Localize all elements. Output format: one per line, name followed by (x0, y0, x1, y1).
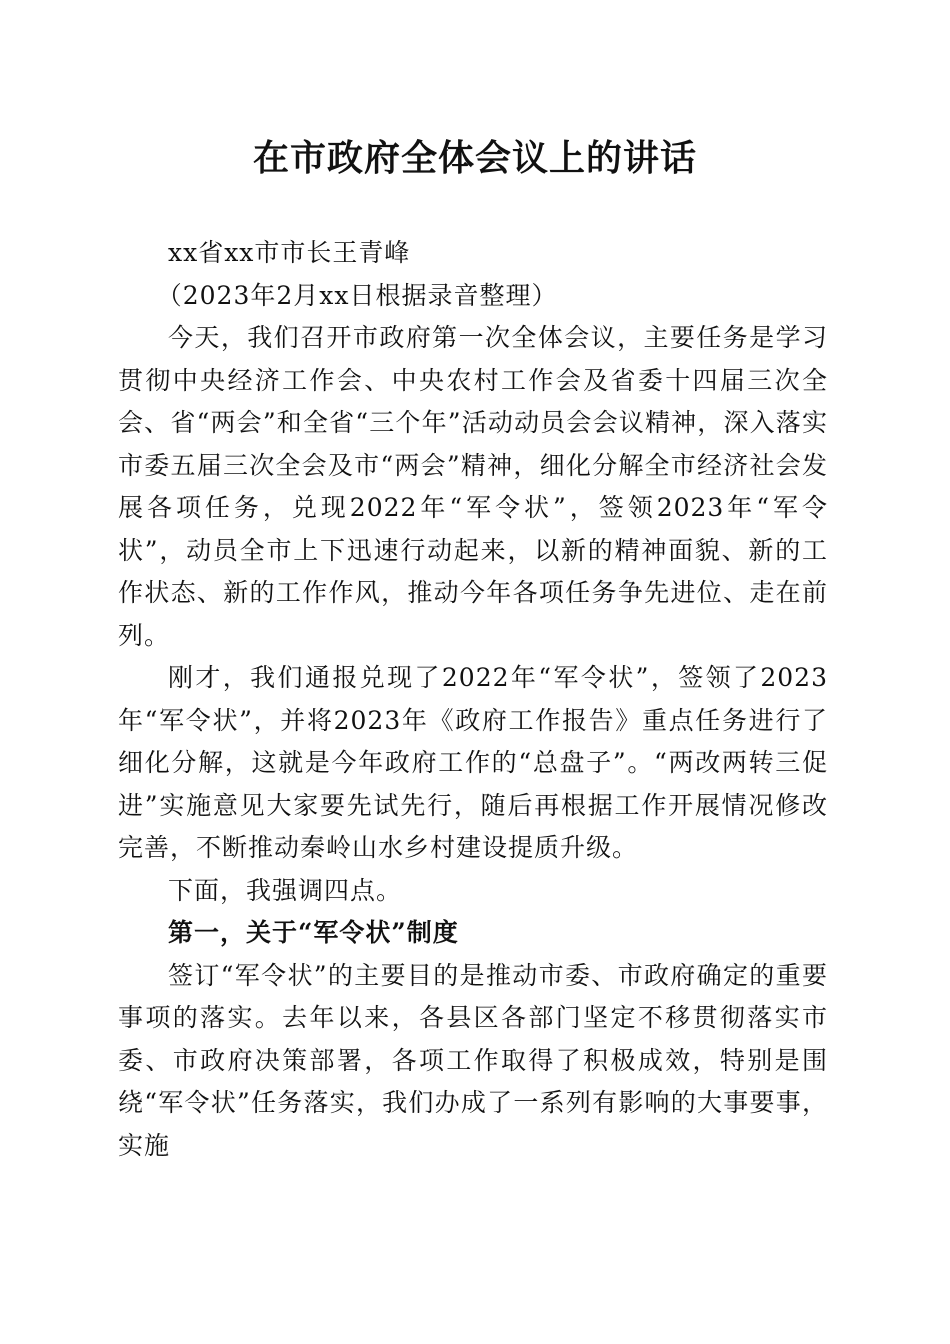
body-paragraph-opening: 今天，我们召开市政府第一次全体会议，主要任务是学习贯彻中央经济工作会、中央农村工作会及省委十四届三次全会、省“两会”和全省“三个年”活动动员会会议精神，深入落实市委五届三次全会及市“两会”精神，细化分解全市经济社会发展各项任务，兑现2022年“军令状”，签领2023年“军令状”，动员全市上下迅速行动起来，以新的精神面貌、新的工作状态、新的工作作风，推动今年各项任务争先进位、走在前列。 (118, 323, 828, 650)
body-paragraph-transition: 下面，我强调四点。 (168, 875, 403, 905)
author-line: xx省xx市市长王青峰 (168, 238, 411, 267)
body-paragraph-report: 刚才，我们通报兑现了2022年“军令状”，签领了2023年“军令状”，并将2023年《政府工作报告》重点任务进行了细化分解，这就是今年政府工作的“总盘子”。“两改两转三促进”实施意见大家要先试先行，随后再根据工作开展情况修改完善，不断推动秦岭山水乡村建设提质升级。 (118, 663, 828, 862)
date-line: （2023年2月xx日根据录音整理） (156, 280, 558, 310)
document-body (118, 232, 828, 1167)
document-title: 在市政府全体会议上的讲话 (252, 137, 697, 179)
section-paragraph: 签订“军令状”的主要目的是推动市委、市政府确定的重要事项的落实。去年以来，各县区各部门坚定不移贯彻落实市委、市政府决策部署，各项工作取得了积极成效，特别是围绕“军令状”任务落实，我们办成了一系列有影响的大事要事，实施 (118, 960, 828, 1160)
section-heading: 第一，关于“军令状”制度 (168, 918, 459, 947)
